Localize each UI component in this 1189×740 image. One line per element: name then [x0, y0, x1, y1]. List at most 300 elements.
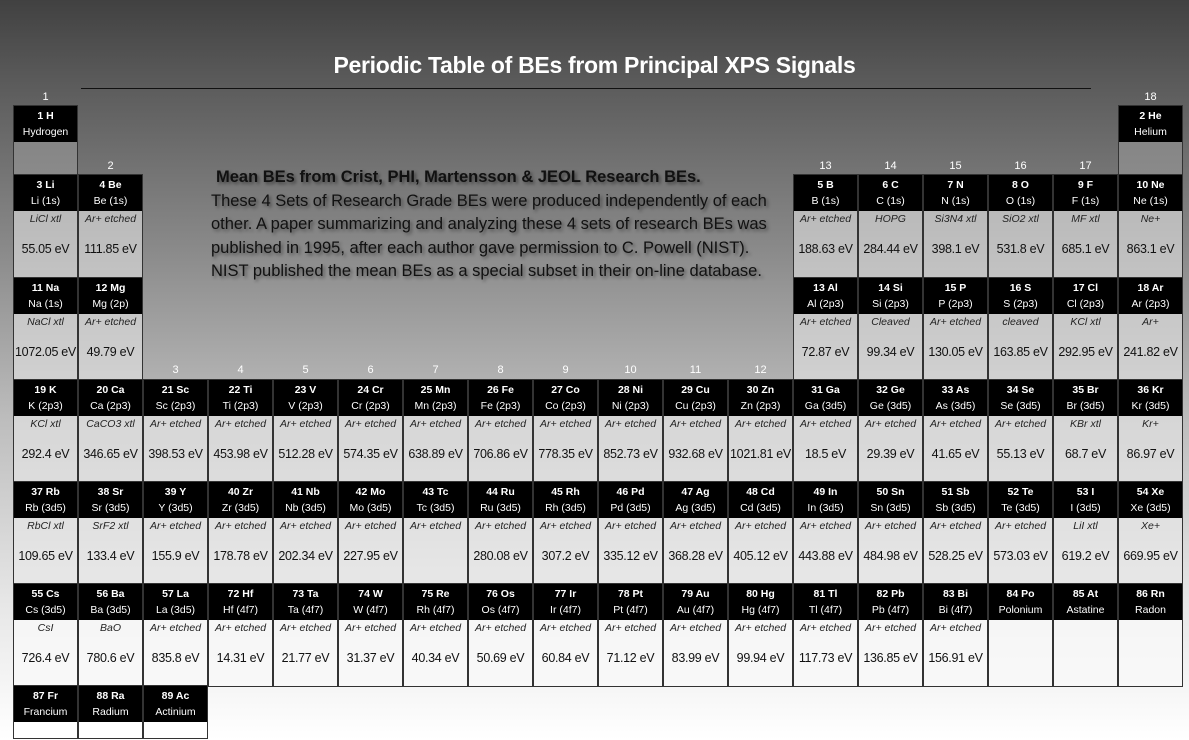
- binding-energy: 49.79 eV: [86, 345, 135, 359]
- sample-prep: Ar+ etched: [279, 418, 332, 430]
- element-symbol: 72 Hf: [227, 588, 254, 600]
- element-cell: [598, 481, 663, 585]
- element-cell: [598, 583, 663, 687]
- element-cell: [13, 685, 78, 739]
- element-cell: [468, 583, 533, 687]
- sample-prep: Ar+ etched: [604, 520, 657, 532]
- binding-energy: 50.69 eV: [476, 651, 525, 665]
- element-body: [989, 314, 1052, 380]
- element-symbol: 73 Ta: [292, 588, 319, 600]
- sample-prep: Ar+ etched: [84, 213, 137, 225]
- element-symbol: 28 Ni: [617, 384, 644, 396]
- element-symbol: 16 S: [1009, 282, 1032, 294]
- element-header: [14, 584, 77, 620]
- element-header: [144, 482, 207, 518]
- element-cell: [923, 174, 988, 278]
- element-header: [14, 106, 77, 142]
- element-cell: [208, 379, 273, 483]
- element-body: [1119, 211, 1182, 277]
- group-label: 5: [302, 364, 309, 376]
- element-symbol: 27 Co: [551, 384, 580, 396]
- binding-energy: 307.2 eV: [541, 549, 590, 563]
- binding-energy: 18.5 eV: [805, 447, 846, 461]
- element-orbital: Pb (4f7): [871, 604, 910, 616]
- element-header: [729, 482, 792, 518]
- element-body: [924, 416, 987, 482]
- element-header: [534, 380, 597, 416]
- element-orbital: Si (2p3): [872, 298, 909, 310]
- element-cell: [923, 583, 988, 687]
- sample-prep: Ar+ etched: [214, 520, 267, 532]
- group-label: 6: [367, 364, 374, 376]
- element-header: [339, 380, 402, 416]
- element-cell: [338, 379, 403, 483]
- element-header: [664, 380, 727, 416]
- binding-energy: 29.39 eV: [866, 447, 915, 461]
- group-label: 2: [107, 160, 114, 172]
- element-cell: [13, 481, 78, 585]
- sample-prep: SiO2 xtl: [1002, 213, 1039, 225]
- element-symbol: 10 Ne: [1136, 179, 1165, 191]
- element-symbol: 75 Re: [421, 588, 450, 600]
- sample-prep: CaCO3 xtl: [86, 418, 135, 430]
- element-cell: [273, 379, 338, 483]
- sample-prep: Ar+ etched: [279, 520, 332, 532]
- sample-prep: KCl xtl: [30, 418, 61, 430]
- element-orbital: Ge (3d5): [869, 400, 912, 412]
- element-cell: [923, 277, 988, 381]
- element-cell: [13, 277, 78, 381]
- sample-prep: Ar+ etched: [409, 418, 462, 430]
- element-cell: [1053, 277, 1118, 381]
- element-header: [859, 175, 922, 211]
- element-header: [664, 482, 727, 518]
- element-symbol: 22 Ti: [228, 384, 253, 396]
- sample-prep: Ar+ etched: [929, 316, 982, 328]
- element-orbital: Ag (3d5): [675, 502, 716, 514]
- element-orbital: Sb (3d5): [935, 502, 976, 514]
- binding-energy: 31.37 eV: [346, 651, 395, 665]
- element-cell: [13, 379, 78, 483]
- element-orbital: Ba (3d5): [90, 604, 131, 616]
- element-body: [989, 518, 1052, 584]
- element-cell: [1118, 174, 1183, 278]
- sample-prep: Ar+ etched: [799, 622, 852, 634]
- element-body: [14, 620, 77, 686]
- element-header: [924, 584, 987, 620]
- element-cell: [13, 105, 78, 175]
- sample-prep: Ar+ etched: [669, 418, 722, 430]
- element-symbol: 30 Zn: [746, 384, 775, 396]
- element-body: [599, 416, 662, 482]
- element-cell: [78, 481, 143, 585]
- element-orbital: Cu (2p3): [675, 400, 716, 412]
- element-header: [599, 482, 662, 518]
- element-body: [599, 518, 662, 584]
- group-label: 9: [562, 364, 569, 376]
- binding-energy: 726.4 eV: [21, 651, 70, 665]
- element-header: [14, 482, 77, 518]
- element-orbital: La (3d5): [155, 604, 196, 616]
- element-orbital: Cd (3d5): [740, 502, 781, 514]
- element-symbol: 21 Sc: [161, 384, 190, 396]
- binding-energy: 484.98 eV: [863, 549, 918, 563]
- element-body: [469, 416, 532, 482]
- element-body: [664, 620, 727, 686]
- element-orbital: Ni (2p3): [611, 400, 650, 412]
- binding-energy: 368.28 eV: [668, 549, 723, 563]
- sample-prep: Ar+ etched: [994, 418, 1047, 430]
- binding-energy: 14.31 eV: [216, 651, 265, 665]
- element-cell: [143, 583, 208, 687]
- element-orbital: As (3d5): [935, 400, 976, 412]
- element-body: [1119, 142, 1182, 174]
- element-orbital: Ta (4f7): [287, 604, 324, 616]
- element-cell: [793, 583, 858, 687]
- element-orbital: Cr (2p3): [351, 400, 390, 412]
- element-cell: [403, 583, 468, 687]
- element-symbol: 82 Pb: [876, 588, 905, 600]
- element-header: [14, 686, 77, 722]
- element-body: [209, 416, 272, 482]
- element-cell: [273, 481, 338, 585]
- element-symbol: 36 Kr: [1137, 384, 1164, 396]
- element-body: [924, 314, 987, 380]
- element-body: [14, 416, 77, 482]
- sample-prep: [989, 620, 1052, 622]
- sample-prep: Ar+ etched: [669, 622, 722, 634]
- element-cell: [858, 583, 923, 687]
- element-symbol: 42 Mo: [355, 486, 386, 498]
- sample-prep: Ar+ etched: [344, 418, 397, 430]
- element-symbol: 32 Ge: [876, 384, 905, 396]
- element-symbol: 49 In: [813, 486, 838, 498]
- sample-prep: LiI xtl: [1073, 520, 1098, 532]
- element-body: [859, 416, 922, 482]
- element-body: [859, 211, 922, 277]
- binding-energy: 280.08 eV: [473, 549, 528, 563]
- binding-energy: 202.34 eV: [278, 549, 333, 563]
- element-cell: [988, 583, 1053, 687]
- sample-prep: Ar+ etched: [539, 418, 592, 430]
- element-body: [79, 722, 142, 738]
- binding-energy: 863.1 eV: [1126, 242, 1175, 256]
- element-header: [794, 482, 857, 518]
- element-orbital: Rh (3d5): [545, 502, 586, 514]
- sample-prep: Xe+: [1141, 520, 1160, 532]
- element-orbital: Pt (4f7): [613, 604, 648, 616]
- binding-energy: 117.73 eV: [798, 651, 853, 665]
- element-orbital: Sn (3d5): [870, 502, 911, 514]
- element-header: [534, 482, 597, 518]
- element-cell: [1053, 481, 1118, 585]
- element-body: [79, 314, 142, 380]
- sample-prep: Ar+ etched: [734, 418, 787, 430]
- binding-energy: 335.12 eV: [603, 549, 658, 563]
- element-cell: [13, 583, 78, 687]
- element-orbital: S (2p3): [1003, 298, 1038, 310]
- element-symbol: 31 Ga: [811, 384, 840, 396]
- binding-energy: 60.84 eV: [541, 651, 590, 665]
- element-orbital: Helium: [1134, 126, 1167, 138]
- element-cell: [1118, 277, 1183, 381]
- element-orbital: Ru (3d5): [480, 502, 521, 514]
- binding-energy: 292.95 eV: [1058, 345, 1113, 359]
- element-body: [274, 518, 337, 584]
- element-cell: [858, 379, 923, 483]
- element-body: [1054, 416, 1117, 482]
- group-label: 18: [1144, 91, 1157, 103]
- element-orbital: Sr (3d5): [91, 502, 130, 514]
- sample-prep: Ar+ etched: [799, 213, 852, 225]
- element-cell: [533, 379, 598, 483]
- element-orbital: N (1s): [941, 195, 970, 207]
- element-cell: [923, 379, 988, 483]
- sample-prep: NaCl xtl: [27, 316, 64, 328]
- element-orbital: Tc (3d5): [416, 502, 455, 514]
- element-orbital: Br (3d5): [1066, 400, 1105, 412]
- element-body: [79, 518, 142, 584]
- element-cell: [988, 379, 1053, 483]
- element-cell: [143, 685, 208, 739]
- element-body: [79, 211, 142, 277]
- element-cell: [78, 277, 143, 381]
- binding-energy: 1072.05 eV: [15, 345, 76, 359]
- group-label: 12: [754, 364, 767, 376]
- element-orbital: Mg (2p): [92, 298, 129, 310]
- element-orbital: Ir (4f7): [550, 604, 581, 616]
- element-body: [859, 518, 922, 584]
- element-orbital: V (2p3): [288, 400, 323, 412]
- sample-prep: Ar+ etched: [864, 520, 917, 532]
- element-orbital: Mn (2p3): [414, 400, 457, 412]
- element-orbital: Co (2p3): [545, 400, 586, 412]
- element-symbol: 1 H: [37, 110, 54, 122]
- element-cell: [1053, 379, 1118, 483]
- binding-energy: 40.34 eV: [411, 651, 460, 665]
- element-symbol: 57 La: [162, 588, 189, 600]
- element-header: [599, 380, 662, 416]
- binding-energy: 241.82 eV: [1123, 345, 1178, 359]
- binding-energy: 227.95 eV: [343, 549, 398, 563]
- element-orbital: Au (4f7): [676, 604, 715, 616]
- binding-energy: 111.85 eV: [84, 242, 137, 256]
- sample-prep: HOPG: [875, 213, 906, 225]
- sample-prep: MF xtl: [1071, 213, 1100, 225]
- element-cell: [13, 174, 78, 278]
- element-symbol: 34 Se: [1006, 384, 1035, 396]
- binding-energy: 405.12 eV: [733, 549, 788, 563]
- element-orbital: Polonium: [998, 604, 1043, 616]
- element-body: [1054, 314, 1117, 380]
- sample-prep: KBr xtl: [1070, 418, 1101, 430]
- element-body: [989, 211, 1052, 277]
- binding-energy: 669.95 eV: [1123, 549, 1178, 563]
- element-symbol: 52 Te: [1007, 486, 1034, 498]
- element-symbol: 14 Si: [878, 282, 903, 294]
- note-lead: Mean BEs from Crist, PHI, Martensson & JEOL Research BEs.: [216, 168, 701, 186]
- element-symbol: 84 Po: [1006, 588, 1035, 600]
- element-body: [729, 620, 792, 686]
- binding-energy: 68.7 eV: [1065, 447, 1106, 461]
- element-header: [469, 482, 532, 518]
- binding-energy: 178.78 eV: [213, 549, 268, 563]
- element-body: [794, 211, 857, 277]
- element-header: [989, 278, 1052, 314]
- element-header: [79, 278, 142, 314]
- element-cell: [78, 583, 143, 687]
- sample-prep: BaO: [99, 622, 121, 634]
- element-header: [1119, 175, 1182, 211]
- binding-energy: 531.8 eV: [996, 242, 1045, 256]
- element-body: [469, 518, 532, 584]
- element-header: [79, 482, 142, 518]
- element-cell: [728, 583, 793, 687]
- element-header: [404, 584, 467, 620]
- sample-prep: Ar+ etched: [149, 418, 202, 430]
- element-symbol: 23 V: [294, 384, 317, 396]
- element-body: [924, 211, 987, 277]
- group-label: 15: [949, 160, 962, 172]
- sample-prep: Kr+: [1142, 418, 1159, 430]
- element-body: [14, 518, 77, 584]
- element-orbital: B (1s): [811, 195, 840, 207]
- element-body: [144, 722, 207, 738]
- element-symbol: 47 Ag: [681, 486, 710, 498]
- element-header: [469, 380, 532, 416]
- sample-prep: [79, 722, 142, 724]
- element-header: [79, 686, 142, 722]
- element-orbital: Rb (3d5): [25, 502, 66, 514]
- element-body: [1054, 620, 1117, 686]
- sample-prep: Ar+ etched: [409, 520, 462, 532]
- element-cell: [143, 379, 208, 483]
- element-symbol: 4 Be: [99, 179, 122, 191]
- sample-prep: cleaved: [1002, 316, 1039, 328]
- element-body: [144, 620, 207, 686]
- element-symbol: 7 N: [947, 179, 964, 191]
- sample-prep: Ar+ etched: [84, 316, 137, 328]
- element-header: [1119, 278, 1182, 314]
- element-body: [534, 416, 597, 482]
- element-cell: [988, 481, 1053, 585]
- element-orbital: Rh (4f7): [416, 604, 455, 616]
- element-symbol: 18 Ar: [1137, 282, 1164, 294]
- element-body: [274, 620, 337, 686]
- sample-prep: Ar+ etched: [929, 520, 982, 532]
- element-orbital: Francium: [23, 706, 68, 718]
- element-header: [534, 584, 597, 620]
- element-symbol: 43 Tc: [422, 486, 449, 498]
- element-symbol: 44 Ru: [486, 486, 515, 498]
- element-body: [404, 620, 467, 686]
- sample-prep: [1119, 142, 1182, 144]
- element-symbol: 45 Rh: [551, 486, 580, 498]
- element-header: [274, 584, 337, 620]
- sample-prep: Ar+ etched: [474, 520, 527, 532]
- element-symbol: 12 Mg: [95, 282, 126, 294]
- element-body: [924, 518, 987, 584]
- element-header: [404, 482, 467, 518]
- element-symbol: 6 C: [882, 179, 899, 191]
- element-header: [794, 584, 857, 620]
- element-orbital: Ga (3d5): [804, 400, 847, 412]
- element-body: [664, 518, 727, 584]
- element-symbol: 87 Fr: [32, 690, 59, 702]
- element-symbol: 55 Cs: [31, 588, 60, 600]
- element-cell: [403, 379, 468, 483]
- sample-prep: SrF2 xtl: [92, 520, 129, 532]
- sample-prep: Ar+ etched: [799, 316, 852, 328]
- element-cell: [533, 481, 598, 585]
- element-symbol: 2 He: [1139, 110, 1162, 122]
- element-symbol: 89 Ac: [161, 690, 190, 702]
- element-header: [1054, 175, 1117, 211]
- element-orbital: P (2p3): [938, 298, 973, 310]
- element-symbol: 40 Zr: [227, 486, 254, 498]
- sample-prep: Ar+ etched: [539, 520, 592, 532]
- element-symbol: 51 Sb: [941, 486, 970, 498]
- element-body: [1119, 620, 1182, 686]
- element-header: [859, 584, 922, 620]
- binding-energy: 55.05 eV: [21, 242, 70, 256]
- sample-prep: Ar+ etched: [734, 622, 787, 634]
- binding-energy: 574.35 eV: [343, 447, 398, 461]
- element-header: [989, 482, 1052, 518]
- element-header: [989, 175, 1052, 211]
- element-body: [1054, 518, 1117, 584]
- element-orbital: Hydrogen: [22, 126, 69, 138]
- element-body: [144, 518, 207, 584]
- element-header: [859, 278, 922, 314]
- element-orbital: Ti (2p3): [222, 400, 259, 412]
- element-orbital: Pd (3d5): [610, 502, 651, 514]
- element-body: [534, 518, 597, 584]
- binding-energy: 72.87 eV: [801, 345, 850, 359]
- sample-prep: Ar+ etched: [539, 622, 592, 634]
- element-symbol: 11 Na: [31, 282, 60, 294]
- element-orbital: Hg (4f7): [741, 604, 780, 616]
- element-symbol: 26 Fe: [487, 384, 514, 396]
- element-symbol: 48 Cd: [746, 486, 775, 498]
- group-label: 10: [624, 364, 637, 376]
- element-header: [1054, 380, 1117, 416]
- element-header: [404, 380, 467, 416]
- sample-prep: Ar+ etched: [994, 520, 1047, 532]
- element-symbol: 76 Os: [486, 588, 515, 600]
- binding-energy: 21.77 eV: [281, 651, 330, 665]
- sample-prep: Cleaved: [871, 316, 910, 328]
- element-cell: [143, 481, 208, 585]
- note-body: These 4 Sets of Research Grade BEs were produced independently of each other. A paper summarizing and analyzing these 4 sets of research BEs was published in 1995, after each author gave permission to C. Powell (NIST). NIST published the mean BEs as a special subset in their on-line database.: [211, 191, 767, 280]
- element-body: [404, 518, 467, 584]
- element-orbital: W (4f7): [353, 604, 388, 616]
- binding-energy: 706.86 eV: [473, 447, 528, 461]
- element-orbital: O (1s): [1005, 195, 1036, 207]
- binding-energy: 99.34 eV: [866, 345, 915, 359]
- binding-energy: 443.88 eV: [798, 549, 853, 563]
- binding-energy: 86.97 eV: [1126, 447, 1175, 461]
- element-header: [1119, 584, 1182, 620]
- element-cell: [728, 379, 793, 483]
- element-cell: [728, 481, 793, 585]
- element-header: [1119, 380, 1182, 416]
- element-cell: [663, 379, 728, 483]
- element-orbital: Nb (3d5): [285, 502, 326, 514]
- element-body: [859, 314, 922, 380]
- element-cell: [923, 481, 988, 585]
- sample-prep: Ar+ etched: [149, 622, 202, 634]
